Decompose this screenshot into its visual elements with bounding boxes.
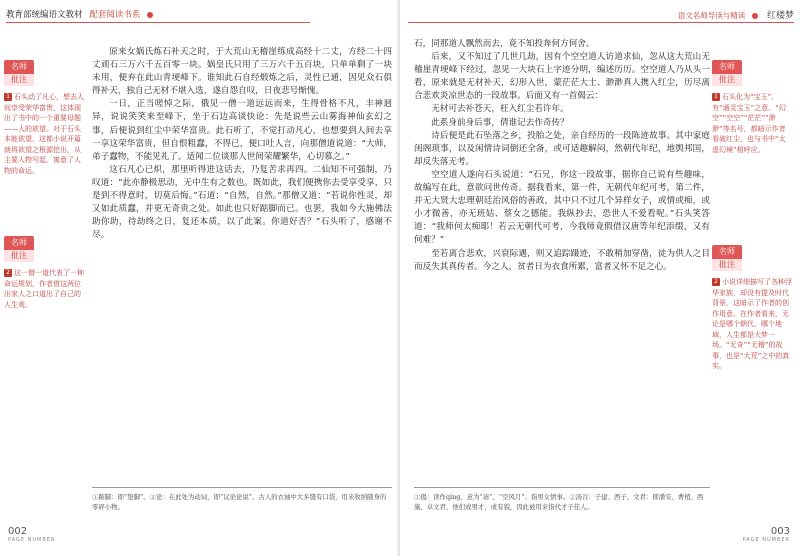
badge-top: 名师 xyxy=(4,236,34,250)
left-body-text xyxy=(92,46,392,242)
badge-bottom: 批注 xyxy=(4,250,34,262)
paragraph: 后来，又不知过了几世几劫，因有个空空道人访道求仙，忽从这大荒山无稽崖青埂峰下经过，忽见一大块石上字迹分明，编述历历。空空道人乃从头一看，原来就是无材补天，幻形入世，蒙茫茫大士、渺渺真人携入红尘，历尽离合悲欢炎凉世态的一段故事。后面又有一首偈云： xyxy=(414,52,710,102)
paragraph: 石，同那道人飘然而去，竟不知投奔何方何舍。 xyxy=(414,39,595,49)
series-tag: 配套阅读书系 xyxy=(89,10,141,20)
series-title: 教育部统编语文教材 xyxy=(6,10,83,20)
note-text xyxy=(712,277,792,372)
paragraph: 这石凡心已炽，那里听得进这话去，乃复苦求再四。二仙知不可强制，乃叹道：“此亦静极思动，无中生有之数也。既如此，我们便携你去受享受享，只是到不得意时，切莫后悔。”石道：“自然，自然。”那僧又道：“若说你性灵，却又如此质蠢，并更无奇贵之处。如此也只好踮脚而已。也罢，我如今大施佛法助你助，待劫终之日，复还本质，以了此案。你道好否？”石头听了，感谢不尽。 xyxy=(92,164,392,241)
badge-top: 名师 xyxy=(712,245,742,259)
side-note xyxy=(4,60,84,176)
paragraph: 空空道人遂向石头说道：“石兄，你这一段故事，据你自己说有些趣味，故编写在此，意欲问世传奇。据我看来，第一件，无朝代年纪可考，第二件，并无大贤大忠理朝廷治风俗的善政，其中只不过几个异样女子，或情或痴，或小才微善，亦无班姑、蔡女之德能。我纵抄去，恐世人不爱看呢。”石头笑答道：“我师何太痴耶！若云无朝代可考，今我师竟假借汉唐等年纪添缀，又有何难？” xyxy=(414,169,710,246)
header-dot-icon xyxy=(752,13,758,19)
poem-line: 无材可去补苍天，枉入红尘若许年。 xyxy=(431,104,569,115)
note-badge xyxy=(712,60,742,88)
header-rule xyxy=(6,22,310,23)
note-text xyxy=(4,92,84,176)
right-body-text xyxy=(414,38,710,274)
paragraph: 至若离合悲欢，兴衰际遇，则又追踪蹑迹，不敢稍加穿凿，徒为供人之目而反失其真传者。今之人，贫者日为衣食所累，富者又怀不足之心。 xyxy=(414,248,710,272)
footnote-rule xyxy=(92,487,392,488)
page-number-value: 002 xyxy=(8,526,28,537)
guide-subtitle: 语文名师导读与精读 xyxy=(677,11,746,20)
header-rule xyxy=(408,22,794,23)
footnote-rule xyxy=(414,487,710,488)
right-page xyxy=(400,0,800,556)
right-sidebar xyxy=(712,60,792,372)
badge-bottom: 批注 xyxy=(712,259,742,271)
note-body: 石头化为“宝玉”，有“通灵宝玉”之意。“幻空”“空空”“茫茫”“渺渺”等名号，都暗示作者看破红尘，也与书中“太虚幻境”相呼应。 xyxy=(712,93,786,154)
left-footnote: ①踮脚：即“垫脚”。②论：在此处为动词，即“议论论说”。古人的衣袖中大多缝有口袋，用来收纳随身的零碎小物。 xyxy=(92,493,387,511)
left-sidebar xyxy=(4,60,84,310)
page-number-label: PAGE NUMBER xyxy=(742,537,790,543)
note-body: 小说详细描写了各种浮华家族，却没有提及时代背景，这暗示了作者的创作用意。在作者看来，无论是哪个朝代，哪个地域，人生都是大梦一场。“无奇”“无稽”的故事，也是“大荒”之中的真实。 xyxy=(712,278,792,370)
book-title: 红楼梦 xyxy=(766,11,794,21)
note-number: 2 xyxy=(712,278,720,286)
note-body: 石头动了凡心，想去人间享受荣华富贵，这体现出了书中的一个重要母题——人的欲望。对于石头本能欲望，这都小说开篇就将欲望之根源挖出，从主要人物写起，寓意了人物的命运。 xyxy=(4,93,84,175)
page-number-value: 003 xyxy=(770,526,790,537)
right-footnote: ①偈：读作qíng，意为“请”、“空风月”；指男女情事。②汤谷：子建、西子、文君：即潘安、曹植、西施、卓文君，他们或男才，或有貌，因此被用来指代才子佳人。 xyxy=(414,493,704,511)
note-body: 这一僧一道代表了一种命运规划，作者借这两位出家人之口道出了自己的人生观。 xyxy=(4,269,84,309)
note-number: 1 xyxy=(712,93,720,101)
badge-top: 名师 xyxy=(4,60,34,74)
badge-bottom: 批注 xyxy=(4,74,34,86)
badge-top: 名师 xyxy=(712,60,742,74)
note-badge xyxy=(4,236,34,264)
note-number: 1 xyxy=(4,93,12,101)
left-page-number xyxy=(8,526,55,543)
page-number-label: PAGE NUMBER xyxy=(8,537,56,543)
note-badge xyxy=(712,245,742,273)
badge-bottom: 批注 xyxy=(712,74,742,86)
paragraph: 一日，正当嗟悼之际，俄见一僧一道远远而来，生得骨格不凡，丰神迥异，说说笑笑来至峰下，坐于石边高谈快论：先是说些云山雾海神仙玄幻之事，后便说到红尘中荣华富贵。此石听了，不觉打动凡心，也想要到人间去享一享这荣华富贵，但自恨粗蠢，不得已，便口吐人言，向那僧道说道：“大师，弟子蠢物，不能见礼了。适闻二位谈那人世间荣耀繁华，心切慕之。” xyxy=(92,99,392,162)
paragraph: 诗后便是此石坠落之乡，投胎之处，亲自经历的一段陈迹故事。其中家庭闺阁琐事，以及闲情诗词倒还全备，或可适趣解闷，然朝代年纪，地舆邦国，却反失落无考。 xyxy=(414,130,710,167)
header-dot-icon xyxy=(147,12,153,18)
side-note xyxy=(712,60,792,155)
right-page-number xyxy=(743,526,790,543)
note-text xyxy=(712,92,792,155)
side-note xyxy=(712,245,792,372)
note-text xyxy=(4,268,84,310)
poem-line: 此系身前身后事，倩谁记去作奇传？ xyxy=(431,117,569,128)
side-note xyxy=(4,236,84,310)
note-badge xyxy=(4,60,34,88)
note-number: 2 xyxy=(4,269,12,277)
paragraph: 原来女娲氏炼石补天之时，于大荒山无稽崖练成高经十二丈，方经二十四丈顽石三万六千五百零一块。娲皇氏只用了三万六千五百块，只单单剩了一块未用，便弃在此山青埂峰下。谁知此石自经煅炼之后，灵性已通，因见众石俱得补天，独自己无材不堪入选，遂自怨自叹，日夜悲号惭愧。 xyxy=(92,47,392,97)
